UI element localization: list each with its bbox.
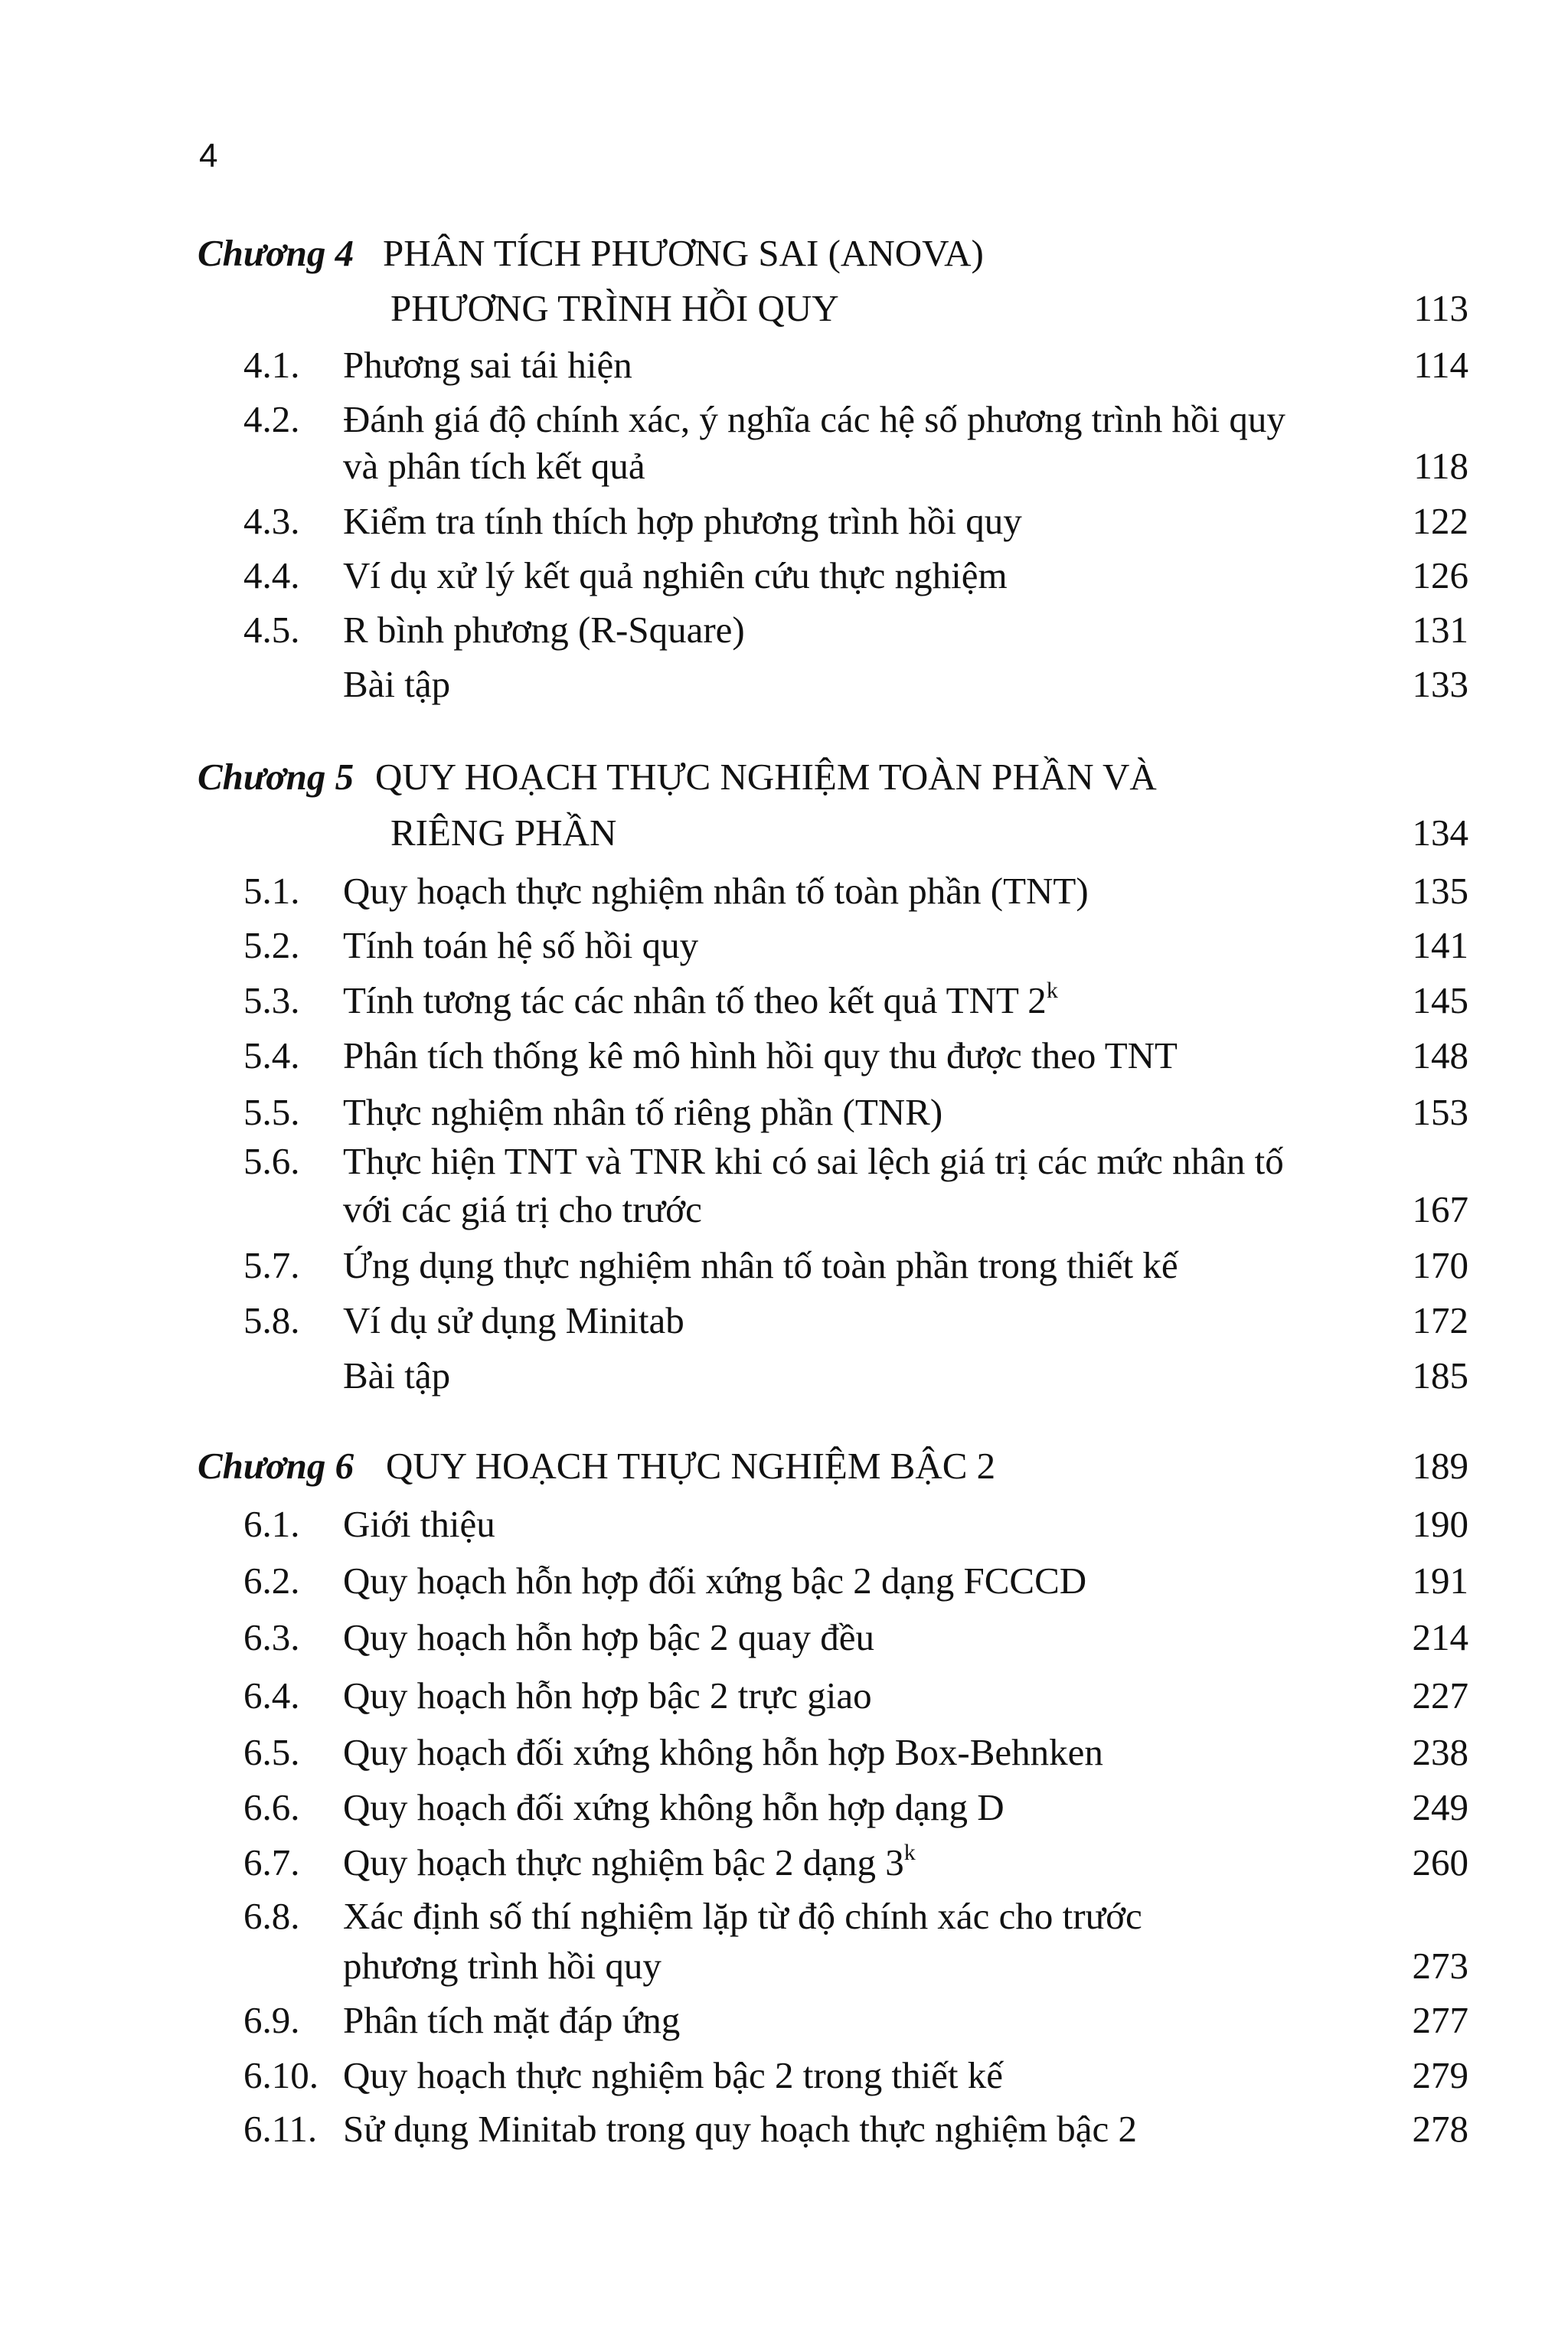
section-number: 5.2. [243,924,300,966]
section-title: Quy hoạch hỗn hợp bậc 2 trực giao [343,1674,872,1717]
section-title: Ví dụ xử lý kết quả nghiên cứu thực nghiệm [343,554,1008,596]
toc-entry [0,1034,1568,1083]
section-page: 135 [1412,870,1468,912]
toc-entry-continuation [0,1947,1568,1993]
section-title-with-superscript [343,978,1058,1021]
section-number: 6.10. [243,2054,318,2096]
section-number: 4.3. [243,500,300,542]
section-number: 6.4. [243,1674,300,1717]
toc-entry [0,1788,1568,1834]
section-number: 6.2. [243,1560,300,1602]
toc-entry [0,1354,1568,1403]
section-title: Thực nghiệm nhân tố riêng phần (TNR) [343,1091,943,1133]
section-page: 279 [1412,2054,1468,2096]
toc-entry [0,978,1568,1027]
section-page: 249 [1412,1786,1468,1828]
section-page: 238 [1412,1731,1468,1773]
section-title: Quy hoạch thực nghiệm bậc 2 dạng 3 [343,1841,904,1883]
section-title: Tính tương tác các nhân tố theo kết quả TNT 2 [343,979,1047,1021]
section-page: 133 [1412,663,1468,705]
section-title: Phương sai tái hiện [343,344,632,386]
chapter-title: QUY HOẠCH THỰC NGHIỆM BẬC 2 [386,1445,996,1487]
section-page: 260 [1412,1841,1468,1883]
section-title: Quy hoạch thực nghiệm bậc 2 trong thiết kế [343,2054,1004,2096]
section-page: 114 [1413,344,1468,386]
section-title: Quy hoạch đối xứng không hỗn hợp Box-Behnken [343,1731,1103,1773]
section-page: 126 [1412,554,1468,596]
toc-entry [0,665,1568,711]
section-number: 4.5. [243,609,300,651]
section-title: Bài tập [343,1354,451,1396]
section-title: Quy hoạch thực nghiệm nhân tố toàn phần (TNT) [343,870,1089,912]
chapter-heading [0,1447,1568,1493]
section-number: 5.5. [243,1091,300,1133]
section-number: 4.4. [243,554,300,596]
toc-entry [0,2110,1568,2156]
toc-entry-continuation [0,447,1568,493]
section-page: 227 [1412,1674,1468,1717]
chapter-page: 189 [1412,1445,1468,1487]
section-title: Ví dụ sử dụng Minitab [343,1299,684,1341]
section-title: Quy hoạch hỗn hợp đối xứng bậc 2 dạng FCCCD [343,1560,1087,1602]
section-page: 170 [1412,1244,1468,1286]
section-page: 153 [1412,1091,1468,1133]
section-number: 5.7. [243,1244,300,1286]
section-title: Giới thiệu [343,1503,495,1545]
toc-entry [0,1299,1568,1348]
toc-entry [0,554,1568,603]
section-title-with-superscript [343,1840,916,1883]
section-page: 278 [1412,2108,1468,2150]
toc-entry [0,1093,1568,1139]
section-title: Tính toán hệ số hồi quy [343,924,699,966]
section-title: Phân tích thống kê mô hình hồi quy thu được theo TNT [343,1034,1178,1076]
section-title: Kiểm tra tính thích hợp phương trình hồi quy [343,500,1022,542]
section-page: 122 [1412,500,1468,542]
section-page: 145 [1412,979,1468,1021]
toc-entry [0,1142,1568,1188]
superscript: k [903,1840,916,1865]
section-page: 273 [1412,1945,1468,1987]
chapter-title: PHÂN TÍCH PHƯƠNG SAI (ANOVA) [383,232,984,274]
toc-entry-continuation [0,1188,1568,1236]
page-number: 4 [199,137,218,175]
section-title: Thực hiện TNT và TNR khi có sai lệch giá trị các mức nhân tố [343,1140,1284,1182]
section-page: 118 [1413,445,1468,487]
section-number: 5.6. [243,1140,300,1182]
chapter-label: Chương 6 [198,1445,354,1487]
toc-entry [0,1674,1568,1723]
section-number: 6.11. [243,2108,318,2150]
toc-entry [0,1616,1568,1664]
section-page: 277 [1412,1999,1468,2041]
toc-entry [0,1733,1568,1779]
section-page: 141 [1412,924,1468,966]
section-number: 6.3. [243,1616,300,1658]
superscript: k [1046,978,1058,1003]
section-number: 6.1. [243,1503,300,1545]
section-title: Xác định số thí nghiệm lặp từ độ chính xác cho trước [343,1895,1142,1937]
section-page: 167 [1412,1188,1468,1230]
toc-entry [0,611,1568,657]
chapter-label: Chương 5 [198,756,354,798]
chapter-heading-continuation [0,289,1568,335]
section-title: Sử dụng Minitab trong quy hoạch thực nghiệm bậc 2 [343,2108,1138,2150]
chapter-page: 113 [1413,287,1468,329]
section-page: 191 [1412,1560,1468,1602]
section-title: Bài tập [343,663,451,705]
toc-entry [0,1505,1568,1551]
chapter-page: 134 [1412,812,1468,854]
section-number: 4.1. [243,344,300,386]
section-number: 6.5. [243,1731,300,1773]
section-title: Ứng dụng thực nghiệm nhân tố toàn phần trong thiết kế [343,1244,1178,1286]
toc-entry [0,1897,1568,1943]
section-number: 6.8. [243,1895,300,1937]
section-page: 214 [1412,1616,1468,1658]
section-title: Phân tích mặt đáp ứng [343,1999,681,2041]
section-title: R bình phương (R-Square) [343,609,745,651]
chapter-title-continuation: PHƯƠNG TRÌNH HỒI QUY [390,287,839,329]
toc-entry [0,2001,1568,2047]
toc-entry [0,926,1568,972]
section-number: 5.4. [243,1034,300,1076]
chapter-heading [0,758,1568,804]
section-number: 4.2. [243,398,300,440]
section-title: Quy hoạch đối xứng không hỗn hợp dạng D [343,1786,1004,1828]
toc-entry [0,502,1568,548]
toc-entry [0,1246,1568,1292]
section-page: 131 [1412,609,1468,651]
section-page: 148 [1412,1034,1468,1076]
chapter-heading [0,234,1568,280]
section-title-continuation: với các giá trị cho trước [343,1188,702,1230]
toc-entry [0,1840,1568,1890]
section-title: Quy hoạch hỗn hợp bậc 2 quay đều [343,1616,875,1658]
chapter-title-continuation: RIÊNG PHẦN [390,812,617,854]
toc-entry [0,1562,1568,1608]
section-page: 190 [1412,1503,1468,1545]
toc-entry [0,872,1568,918]
toc-entry [0,346,1568,392]
section-page: 172 [1412,1299,1468,1341]
toc-entry [0,2056,1568,2102]
section-number: 6.9. [243,1999,300,2041]
section-number: 5.3. [243,979,300,1021]
section-title: Đánh giá độ chính xác, ý nghĩa các hệ số phương trình hồi quy [343,398,1285,440]
section-number: 5.8. [243,1299,300,1341]
toc-entry [0,400,1568,446]
section-title-continuation: và phân tích kết quả [343,445,645,487]
chapter-title: QUY HOẠCH THỰC NGHIỆM TOÀN PHẦN VÀ [375,756,1157,798]
chapter-label: Chương 4 [198,232,354,274]
chapter-heading-continuation [0,814,1568,860]
section-number: 6.7. [243,1841,300,1883]
section-title-continuation: phương trình hồi quy [343,1945,662,1987]
section-page: 185 [1412,1354,1468,1396]
section-number: 6.6. [243,1786,300,1828]
section-number: 5.1. [243,870,300,912]
